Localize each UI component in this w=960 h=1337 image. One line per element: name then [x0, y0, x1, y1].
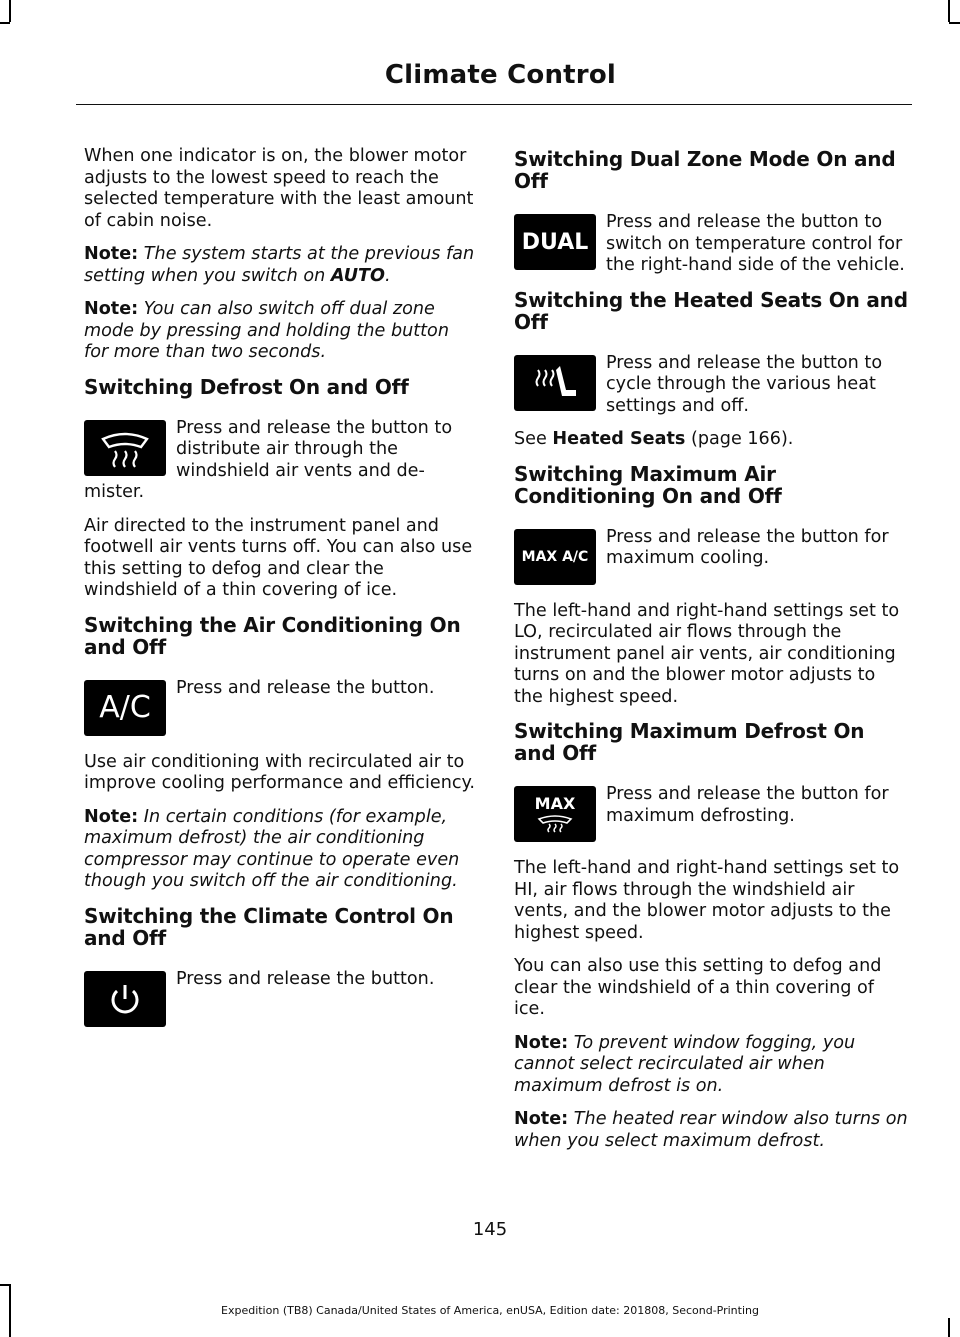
- note: Note: The system starts at the previous fan setting when you switch on AUTO.: [84, 244, 475, 286]
- crop-mark: [0, 22, 10, 24]
- right-column: [514, 146, 908, 1164]
- max-defrost-instruction: Press and release the button for maximum defrosting.: [606, 784, 889, 826]
- power-icon: [84, 971, 166, 1027]
- crop-mark: [948, 0, 950, 22]
- crop-mark: [948, 1318, 950, 1337]
- crop-mark: [949, 22, 960, 24]
- section-heading-max-defrost: Switching Maximum Defrost On and Off: [514, 719, 865, 765]
- section-heading-ac: Switching the Air Conditioning On and Off: [84, 612, 461, 659]
- seats-instruction: Press and release the button to cycle through the various heat settings and off.: [606, 352, 883, 416]
- page-number: 145: [472, 1219, 508, 1240]
- power-instruction: Press and release the button.: [176, 968, 435, 989]
- section-heading-max-ac: Switching Maximum Air Conditioning On and Off: [514, 461, 782, 508]
- ac-item: [84, 678, 476, 740]
- left-column: [84, 146, 476, 1043]
- see-reference: See Heated Seats (page 166).: [514, 429, 794, 449]
- max-defrost-paragraph: You can also use this setting to defog and clear the windshield of a thin covering of ice.: [514, 956, 882, 1019]
- max-ac-button-icon: MAX A/C: [514, 529, 596, 585]
- max-ac-instruction: Press and release the button for maximum cooling.: [606, 526, 889, 568]
- power-item: [84, 969, 476, 1031]
- section-heading-seats: Switching the Heated Seats On and Off: [514, 287, 908, 334]
- ac-paragraph: Use air conditioning with recirculated air to improve cooling performance and efficiency.: [84, 751, 476, 793]
- heated-seats-link[interactable]: Heated Seats: [552, 429, 686, 449]
- ac-button-icon: A/C: [84, 680, 166, 736]
- ac-instruction: Press and release the button.: [176, 677, 435, 698]
- windshield-defrost-icon: [84, 420, 166, 476]
- section-heading-power: Switching the Climate Control On and Off: [84, 903, 454, 950]
- max-defrost-button-icon: MAX: [514, 786, 596, 842]
- section-heading-dual: Switching Dual Zone Mode On and Off: [514, 147, 896, 193]
- note: Note: To prevent window fogging, you cannot select recirculated air when maximum defrost is on.: [514, 1032, 856, 1096]
- header-rule: [76, 104, 912, 105]
- crop-mark: [9, 0, 11, 22]
- defrost-paragraph: Air directed to the instrument panel and footwell air vents turns off. You can also use this setting to defog and clear the windshield of a thin covering of ice.: [84, 515, 473, 600]
- note: Note: The heated rear window also turns on when you select maximum defrost.: [514, 1109, 908, 1151]
- seats-item: [514, 353, 908, 418]
- page-title: Climate Control: [384, 60, 616, 90]
- note: Note: In certain conditions (for example, maximum defrost) the air conditioning compressor may continue to operate even though you switch off the air conditioning.: [84, 806, 460, 891]
- intro-paragraph: When one indicator is on, the blower motor adjusts to the lowest speed to reach the selected temperature with the least amount of cabin noise.: [84, 146, 474, 231]
- max-defrost-paragraph: The left-hand and right-hand settings set to HI, air flows through the windshield air vents, and the blower motor adjusts to the highest speed.: [514, 858, 900, 943]
- crop-mark: [0, 1284, 10, 1286]
- max-ac-item: [514, 527, 908, 589]
- dual-instruction: Press and release the button to switch on temperature control for the right-hand side of the vehicle.: [606, 212, 905, 275]
- note: Note: You can also switch off dual zone mode by pressing and holding the button for more than two seconds.: [84, 299, 449, 362]
- heated-seat-icon: [514, 355, 596, 411]
- dual-button-icon: DUAL: [514, 214, 596, 270]
- windshield-defrost-icon: [535, 813, 575, 833]
- section-heading-defrost: Switching Defrost On and Off: [84, 374, 409, 399]
- footer-text: Expedition (TB8) Canada/United States of America, enUSA, Edition date: 201808, Second-Printing: [221, 1304, 759, 1317]
- max-defrost-item: [514, 784, 908, 846]
- defrost-instruction: Press and release the button to distribute air through the windshield air vents and de-mister.: [84, 417, 453, 502]
- dual-item: [514, 212, 908, 277]
- defrost-item: [84, 418, 476, 504]
- max-ac-paragraph: The left-hand and right-hand settings set to LO, recirculated air flows through the instrument panel air vents, air conditioning turns on and the blower motor adjusts to the highest speed.: [514, 600, 900, 707]
